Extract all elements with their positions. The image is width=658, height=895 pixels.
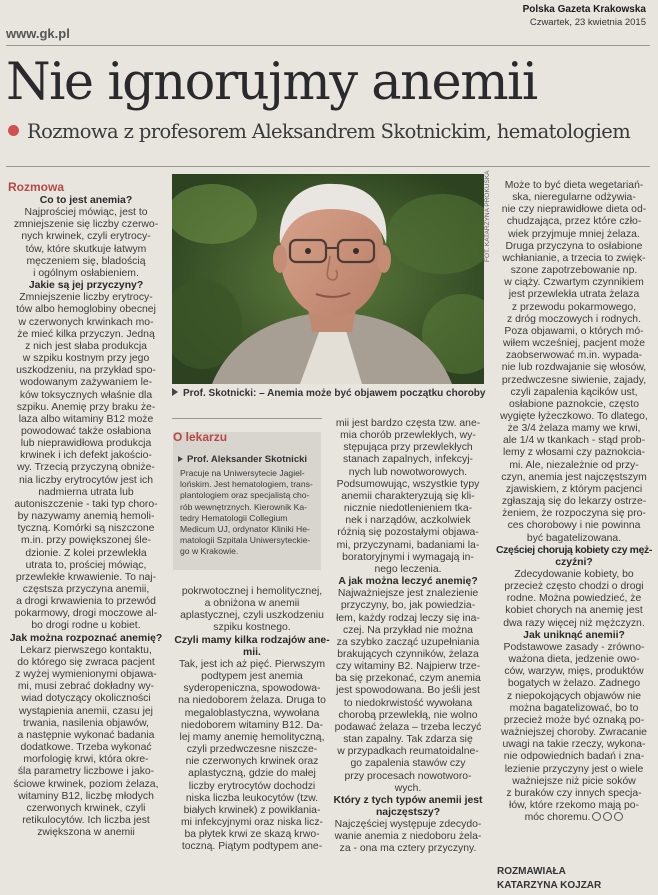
- bio-line: Medicum UJ, ordynator Kliniki He-: [180, 524, 310, 535]
- text-line: niska liczba leukocytów (tzw.: [185, 792, 319, 804]
- text-line: ważniejsze niż picie soków: [512, 775, 636, 787]
- text-line: Zdecydowanie kobiety, bo: [514, 569, 634, 580]
- text-line: Może to być dieta wegetariań-: [504, 180, 644, 191]
- text-line: przewlekłe krwawienie. To naj-: [15, 571, 157, 583]
- text-line: w przypadkach reumatoidalne-: [337, 746, 479, 758]
- bio-line: Pracuje na Uniwersytecie Jagiel-: [180, 468, 305, 478]
- doctor-name: [178, 454, 307, 465]
- text-line: mia chorób przewlekłych, wy-: [340, 430, 476, 442]
- text-line: nych krwinek, czyli erytrocy-: [21, 231, 151, 243]
- text-line: Najczęściej występuje zdecydo-: [334, 819, 482, 831]
- text-line: nadmierna utrata lub: [38, 486, 134, 498]
- text-line: szpiku. Anemię przy braku że-: [16, 401, 156, 413]
- text-line: łem, każdy rodzaj leczy się ina-: [336, 612, 480, 624]
- text-line: aplastyczną, gdzie do małej: [188, 768, 316, 780]
- question-line: Jak uniknąć anemii?: [523, 629, 625, 641]
- question-line: Częściej chorują kobiety czy męż-: [496, 544, 652, 556]
- text-line: czyli przedwczesne niszcze-: [186, 744, 318, 756]
- text-line: Najprościej mówiąc, jest to: [24, 207, 148, 219]
- text-line: lezienie przyczyny jest o wiele: [504, 763, 644, 775]
- text-line: nek i narządów, aczkolwiek: [345, 515, 471, 527]
- text-line: śla parametry liczbowe i jako-: [17, 766, 155, 778]
- text-line: laza albo witaminy B12 może: [18, 413, 154, 425]
- text-line: lej mamy anemię hemolityczną,: [179, 731, 325, 743]
- text-line: różnią się pozostałymi objawa-: [337, 527, 479, 539]
- site-url: www.gk.pl: [6, 26, 70, 41]
- text-line: wiek przyjmuje mniej żelaza.: [508, 228, 640, 240]
- doctor-name-text: Prof. Aleksander Skotnicki: [187, 454, 308, 465]
- text-line: a drogi krwawienia to przewód: [16, 596, 156, 608]
- portrait-photo: [172, 174, 484, 384]
- text-line: dzionie. Z kolei przewlekła: [25, 547, 147, 559]
- text-line: chudzająca, przez które czło-: [506, 216, 642, 228]
- text-line: mii jest bardzo częsta tzw. ane-: [335, 418, 481, 429]
- text-line: w szpiku kostnym przy jego: [22, 353, 150, 365]
- text-line: za szybko zacząć uzupełniania: [336, 636, 480, 648]
- text-line: być bagatelizowana.: [526, 532, 622, 544]
- text-line: boratoryjnymi i wymagają in-: [342, 551, 474, 563]
- text-line: nie czy nieprawidłowe dieta od-: [501, 204, 647, 216]
- bio-line: lońskim. Jest hematologiem, trans-: [180, 479, 313, 490]
- text-line: niedoborem witaminy B12. Da-: [180, 719, 324, 731]
- text-line: ska, nieregularne odżywia-: [512, 192, 636, 204]
- text-line: Poza objawami, o których mó-: [504, 325, 644, 337]
- text-line: wygięte łyżeczkowo. To dlatego,: [500, 410, 648, 422]
- end-mark-icon: [603, 812, 612, 821]
- text-line: Podsumowując, wszystkie typy: [336, 478, 480, 490]
- caption-triangle-icon: [172, 388, 178, 396]
- doctor-bio: [180, 468, 318, 558]
- signature-line-1: ROZMAWIAŁA: [497, 866, 566, 877]
- text-line: retikulocytów. Ich liczba jest: [22, 814, 150, 826]
- text-line: osłabione paznokcie, często: [509, 398, 639, 410]
- text-line: utrata to, prościej mówiąc,: [25, 559, 147, 571]
- text-line: lemy z włosami czy paznokcia-: [502, 447, 646, 459]
- text-line: w ciąży. Czwartym czynnikiem: [504, 277, 644, 289]
- text-line: szpiku kostnego.: [213, 622, 291, 634]
- text-line: z przewodu pokarmowego,: [511, 301, 637, 313]
- photo-caption: [172, 388, 485, 399]
- text-line: uszkodzeniu, na przykład spo-: [16, 365, 156, 377]
- text-line: zaobserwować m.in. wypada-: [505, 350, 643, 362]
- top-rule: [6, 45, 650, 46]
- text-line: czyli zapalenia kącików ust,: [510, 386, 638, 398]
- text-line: lub nieprawidłowa produkcja: [20, 438, 152, 450]
- text-line: białych krwinek) z powikłania-: [183, 804, 321, 816]
- text-line: ba się przekonać, czym anemia: [335, 673, 481, 685]
- text-line: rodne. Można powiedzieć, że: [506, 593, 642, 605]
- column-3: [332, 418, 484, 856]
- text-line: ba płytek krwi ze skazą krwo-: [184, 829, 320, 841]
- end-mark-icon: [614, 812, 623, 821]
- text-line: megaloblastyczna, wywołana: [184, 707, 320, 719]
- text-line: to niedokrwistość wywołana: [343, 697, 473, 709]
- question-line: A jak można leczyć anemię?: [338, 576, 478, 588]
- text-line: nia liczby erytrocytów jest ich: [19, 474, 153, 486]
- text-line: ców, warzyw, mięs, produktów: [504, 666, 644, 678]
- text-line: tów, które skutkuje łatwym: [25, 243, 147, 255]
- text-line: witaminy B12, liczbę młodych: [18, 790, 154, 802]
- text-line: a następnie wykonać badania: [17, 729, 155, 741]
- question-line: Jak można rozpoznać anemię?: [9, 632, 163, 644]
- name-triangle-icon: [178, 456, 183, 462]
- text-line: bogatych w żelazo. Żadnego: [507, 678, 641, 690]
- text-line: zjawiskiem, z którym pacjenci: [505, 483, 643, 495]
- end-mark-icon: [592, 812, 601, 821]
- bio-line: go w Krakowie.: [180, 546, 239, 557]
- text-line: wy. Trzecią przyczyną obniże-: [17, 462, 155, 474]
- text-line: wiłem wcześniej, pacjent może: [502, 338, 646, 350]
- text-line: Tak, jest ich aż pięć. Pierwszym: [178, 658, 326, 670]
- text-line: pokrwotocznej i hemolitycznej,: [181, 586, 323, 597]
- text-line: mi, musi zebrać dokładny wy-: [17, 681, 155, 693]
- text-line: zwiększona w anemii: [37, 827, 135, 839]
- text-line: łów, które rzekomo mają po-: [509, 799, 639, 811]
- question-line: czyźni?: [555, 556, 593, 568]
- text-line: syderopeniczna, spowodowa-: [183, 683, 321, 695]
- text-line: aplastycznej, czyli uszkodzeniu: [180, 610, 324, 622]
- text-line: czerwonych krwinek, czyli: [26, 802, 146, 814]
- text-line: można bagatelizować, bo to: [509, 702, 639, 714]
- subhead-rule: [6, 166, 650, 167]
- text-line: czyn, anemia jest najczęstszym: [501, 471, 647, 483]
- question-line: mii.: [243, 646, 261, 658]
- portrait-image: [172, 174, 484, 384]
- text-line: dwa razy więcej niż mężczyzn.: [503, 617, 645, 629]
- text-line: jest spowodowana. Bo jeśli jest: [336, 685, 480, 697]
- text-line: liczby erytrocytów dochodzi: [188, 780, 316, 792]
- text-line: za - ona ma cztery przyczyny.: [339, 843, 477, 855]
- text-line: kobiet chorych na anemię jest: [505, 605, 643, 617]
- question-line: najczęstszy?: [375, 807, 441, 818]
- text-line: pokarmowy, drogi moczowe al-: [14, 608, 158, 620]
- text-line: nie odpowiednich badań i zna-: [503, 751, 645, 763]
- text-line: go zapalenia stawów czy: [350, 758, 466, 770]
- text-line: ces chorobowy i nie powinna: [507, 520, 641, 532]
- column-4: [494, 180, 654, 824]
- text-line: przecież może być oznaką po-: [503, 714, 645, 726]
- bio-line: plantologiem oraz specjalistą cho-: [180, 490, 310, 501]
- text-line: do którego się zwraca pacjent: [17, 656, 155, 668]
- text-line: toczną. Piątym podtypem ane-: [181, 841, 323, 853]
- text-line: autoniszczenie - taki typ choro-: [14, 498, 158, 510]
- text-line: wanie anemia z niedoboru żela-: [334, 831, 482, 843]
- publication-date: Czwartek, 23 kwietnia 2015: [529, 17, 646, 28]
- text-line: wodowanym zażywaniem le-: [19, 377, 153, 389]
- text-line: Lekarz pierwszego kontaktu,: [20, 644, 152, 656]
- text-line: trwania, nasilenia objawów,: [23, 717, 149, 729]
- text-line: z wyżej wymienionymi objawa-: [15, 669, 157, 681]
- text-line: nego leczenia.: [374, 563, 442, 575]
- text-line: uwagi na takie rzeczy, wykona-: [502, 739, 646, 751]
- text-line: by nazywamy anemią hemoli-: [17, 511, 155, 523]
- text-line: że mieć kilka przyczyn. Jedną: [17, 328, 155, 340]
- text-line: Druga przyczyna to osłabione: [505, 240, 643, 252]
- text-line: ważniejszej choroby. Zwracanie: [501, 727, 647, 739]
- text-line: wystąpienia anemii, czasu jej: [19, 705, 153, 717]
- text-line: żeniem, że rozpoczyna się pro-: [502, 508, 646, 520]
- text-line: czej. Na przykład nie można: [343, 624, 473, 636]
- text-line: z buraków czy innych specja-: [506, 787, 642, 799]
- text-line: morfologię krwi, która okre-: [23, 754, 149, 766]
- text-line: Najważniejsze jest znalezienie: [337, 588, 479, 600]
- text-line: stanach zapalnych, infekcyj-: [343, 454, 473, 466]
- question-line: Czyli mamy kilka rodzajów ane-: [174, 634, 330, 646]
- question-line: Jakie są jej przyczyny?: [28, 280, 144, 292]
- section-label: Rozmowa: [8, 180, 65, 194]
- text-line: wiad dotyczący okoliczności: [21, 693, 151, 705]
- text-line: a obniżona w anemii: [204, 598, 300, 610]
- publication-name: Polska Gazeta Krakowska: [522, 4, 646, 15]
- text-line: Zmniejszenie liczby erytrocy-: [19, 292, 153, 304]
- text-line: dodatkowe. Trzeba wykonać: [20, 742, 152, 754]
- text-line: tyczną. Komórki są niszczone: [17, 523, 155, 535]
- text-line: móc choremu.: [494, 812, 654, 824]
- text-line: w czerwonych krwinkach mo-: [18, 316, 154, 328]
- text-line: wych.: [394, 782, 422, 794]
- text-line: ków toksycznych właśnie dla: [19, 389, 153, 401]
- subheadline: [8, 122, 630, 142]
- text-line: przedwczesne siwienie, zajady,: [501, 374, 647, 386]
- text-line: ale 1/4 w tkankach - stąd prob-: [502, 435, 646, 447]
- text-line: wchłanianie, a trzecia to zwięk-: [502, 252, 646, 264]
- bio-line: rób wewnętrznych. Kierownik Ka-: [180, 501, 308, 512]
- signature-line-2: KATARZYNA KOJZAR: [497, 880, 602, 891]
- text-line: przecież często chodzi o drogi: [504, 581, 644, 593]
- text-line: zgłaszają się do lekarzy ostrze-: [501, 496, 647, 508]
- text-line: chorobą przewlekłą, nie wolno: [338, 709, 478, 721]
- headline: Nie ignorujmy anemii: [6, 53, 537, 112]
- text-line: stan zapalny. Tak zdarza się: [343, 734, 473, 746]
- text-line: Podstawowe zasady - zrówno-: [503, 641, 645, 653]
- question-line: Który z tych typów anemii jest: [333, 794, 483, 806]
- text-line: i ogólnym osłabieniem.: [33, 267, 139, 279]
- box-top-rule: [172, 418, 322, 419]
- column-2: [172, 586, 332, 853]
- text-line: podtypem jest anemia: [201, 671, 303, 683]
- text-line: nicznie niedotlenieniem tka-: [343, 503, 473, 515]
- text-line: mi, przyczynami, badaniami la-: [336, 539, 480, 551]
- photo-caption-text: Prof. Skotnicki: – Anemia może być objawem początku choroby: [183, 388, 486, 399]
- question-line: Co to jest anemia?: [39, 195, 133, 206]
- text-line: częstsza przyczyna anemii,: [22, 584, 150, 595]
- red-dot-icon: [8, 125, 19, 136]
- text-line: powodować także osłabiona: [21, 425, 151, 437]
- text-line: mi. Ale, niezależnie od przy-: [509, 459, 639, 471]
- text-line: przyczyny, bo, jak powiedzia-: [340, 600, 476, 612]
- text-line: stępująca przy przewlekłych: [343, 442, 473, 454]
- text-line: nie czerwonych krwinek oraz: [185, 756, 319, 768]
- box-title: O lekarzu: [173, 430, 228, 444]
- text-line: podawać żelaza – trzeba leczyć: [334, 721, 482, 733]
- photo-credit: FOT. KATARZYNA PROKUSKA: [484, 170, 491, 262]
- text-line: bo drogi rodne u kobiet.: [31, 620, 141, 632]
- text-line: nych lub nowotworowych.: [348, 466, 468, 478]
- bio-line: matologii Szpitala Uniwersyteckie-: [180, 535, 311, 546]
- text-line: brakujących czynników, żelaza: [337, 648, 479, 660]
- subheadline-text: Rozmowa z profesorem Aleksandrem Skotnickim, hematologiem: [27, 120, 631, 143]
- column-1: [4, 195, 168, 839]
- bio-line: tedry Hematologii Collegium: [180, 512, 288, 523]
- text-line: nie lub rozdwajanie się włosów,: [501, 362, 647, 374]
- text-line: mi infekcyjnymi oraz niska licz-: [180, 816, 324, 828]
- text-line: że 3/4 żelaza mamy we krwi,: [507, 423, 641, 435]
- text-line: na niedoborem żelaza. Druga to: [178, 695, 326, 707]
- text-line: z niepokojących objawów nie: [506, 690, 641, 702]
- text-line: jest przewlekła utrata żelaza: [508, 289, 640, 301]
- text-line: krwinek i ich defekt jakościo-: [20, 450, 152, 462]
- text-line: przy procesach nowotworo-: [344, 770, 472, 782]
- text-line: ściowe krwinek, poziom żelaza,: [13, 778, 159, 790]
- text-line: tów albo hemoglobiny obecnej: [16, 304, 156, 316]
- text-line: z nich jest słaba produkcja: [25, 340, 147, 352]
- text-line: męczeniem się, bladością: [26, 255, 146, 267]
- text-line: czy witaminy B2. Najpierw trze-: [335, 661, 481, 673]
- text-line: zmniejszenie się liczby czerwo-: [13, 219, 159, 231]
- text-line: szone zapotrzebowanie np.: [510, 265, 638, 277]
- text-line: anemii charakteryzują się kli-: [341, 490, 475, 502]
- text-line: ważona dieta, jedzenie owo-: [508, 654, 640, 666]
- text-line: m.in. przy powiększonej śle-: [21, 535, 151, 547]
- text-line: z dróg moczowych i rodnych.: [507, 313, 641, 325]
